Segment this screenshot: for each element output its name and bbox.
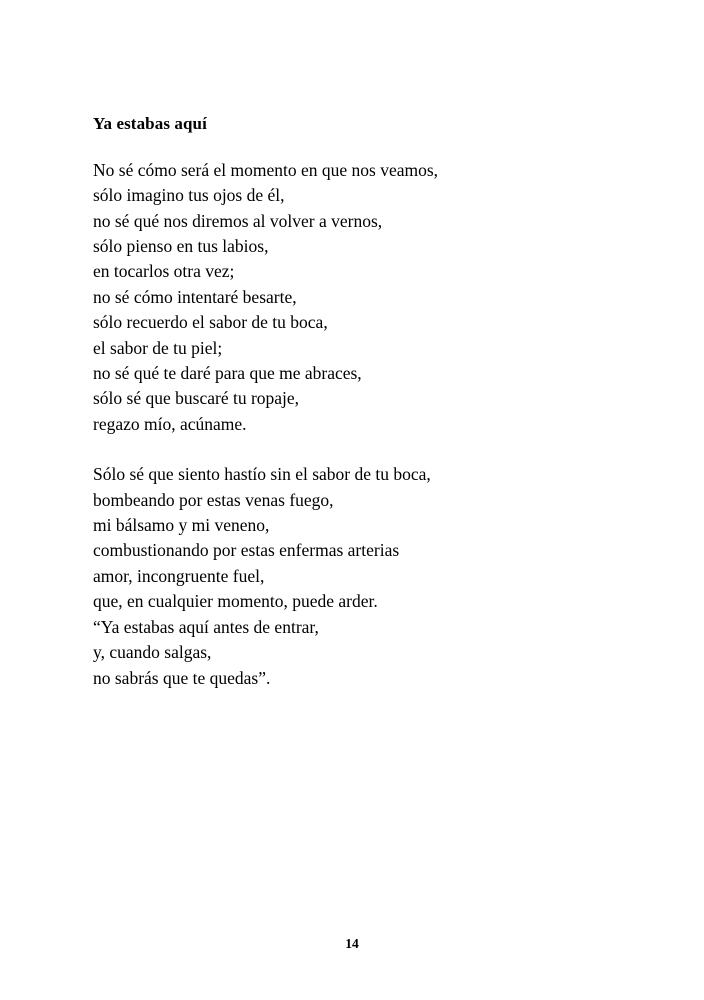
poem-stanza-1 [93,158,613,437]
poem-body [93,112,613,691]
poem-line: Sólo sé que siento hastío sin el sabor de tu boca, [93,464,431,485]
poem-line: el sabor de tu piel; [93,337,223,358]
poem-line: combustionando por estas enfermas arterias [93,540,400,561]
poem-line: sólo sé que buscaré tu ropaje, [93,388,300,409]
poem-line: bombeando por estas venas fuego, [93,489,334,510]
poem-line: mi bálsamo y mi veneno, [93,515,270,536]
poem-line: no sabrás que te quedas”. [93,667,271,688]
poem-line: sólo recuerdo el sabor de tu boca, [93,312,328,333]
page-number: 14 [345,936,359,951]
poem-line: no sé qué nos diremos al volver a vernos, [93,210,383,231]
poem-title: Ya estabas aquí [93,114,207,133]
poem-line: que, en cualquier momento, puede arder. [93,591,378,612]
poem-line: sólo pienso en tus labios, [93,236,269,257]
poem-line: regazo mío, acúname. [93,413,247,434]
poem-line: y, cuando salgas, [93,642,212,663]
poem-line: sólo imagino tus ojos de él, [93,185,285,206]
poem-line: no sé qué te daré para que me abraces, [93,363,362,384]
poem-line: amor, incongruente fuel, [93,565,265,586]
stanza-spacer [93,437,613,462]
poem-stanza-2 [93,462,613,691]
poem-line: en tocarlos otra vez; [93,261,235,282]
poem-line: no sé cómo intentaré besarte, [93,286,297,307]
poem-line: “Ya estabas aquí antes de entrar, [93,616,319,637]
poem-line: No sé cómo será el momento en que nos veamos, [93,159,439,180]
title-spacer [93,136,613,158]
